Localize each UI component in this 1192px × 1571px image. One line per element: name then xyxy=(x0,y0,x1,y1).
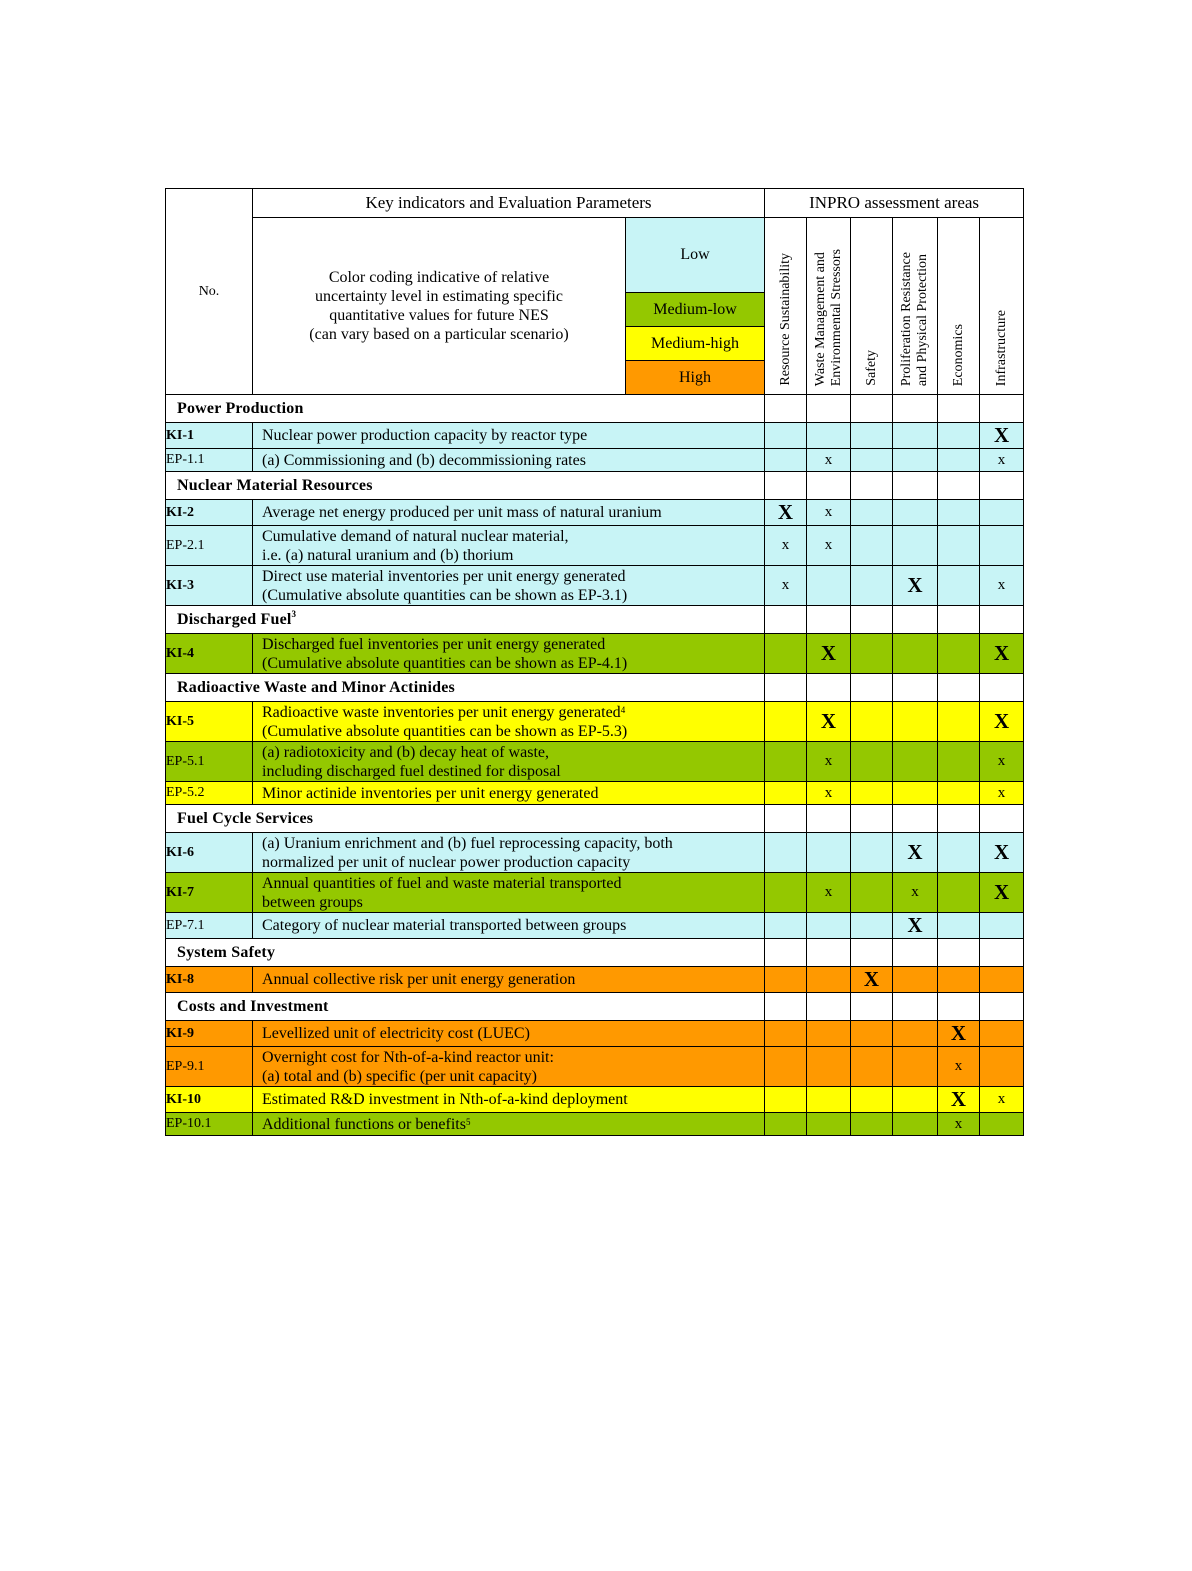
mark-cell xyxy=(807,566,851,606)
area-label: Waste Management and Environmental Stressors xyxy=(812,248,844,386)
mark-cell xyxy=(851,566,893,606)
mark-cell xyxy=(851,742,893,782)
row-description xyxy=(253,1047,765,1087)
assessment-mark: X xyxy=(893,833,938,873)
key-indicator-row xyxy=(166,873,1024,913)
mark-cell xyxy=(807,423,851,449)
section-row xyxy=(166,993,1024,1021)
mark-cell xyxy=(765,606,807,634)
description-line: (a) Uranium enrichment and (b) fuel reprocessing capacity, both xyxy=(262,834,673,852)
assessment-mark: x xyxy=(765,526,807,566)
assessment-mark: X xyxy=(765,500,807,526)
row-id: KI-3 xyxy=(166,566,253,606)
mark-cell xyxy=(851,1021,893,1047)
description-line: Cumulative demand of natural nuclear material, xyxy=(262,527,569,545)
mark-cell xyxy=(893,1021,938,1047)
mark-cell xyxy=(765,939,807,967)
assessment-mark: x xyxy=(807,449,851,472)
mark-cell xyxy=(765,742,807,782)
mark-cell xyxy=(851,939,893,967)
row-description xyxy=(253,423,765,449)
assessment-mark: X xyxy=(938,1087,980,1113)
color-coding-line: quantitative values for future NES xyxy=(329,307,549,324)
mark-cell xyxy=(807,913,851,939)
row-id: EP-5.1 xyxy=(166,742,253,782)
row-description xyxy=(253,1087,765,1113)
row-description xyxy=(253,500,765,526)
assessment-mark: X xyxy=(980,702,1024,742)
section-row xyxy=(166,606,1024,634)
color-coding-line: Color coding indicative of relative xyxy=(328,269,550,286)
assessment-mark: X xyxy=(807,634,851,674)
mark-cell xyxy=(851,449,893,472)
no-column-header: No. xyxy=(166,189,253,395)
mark-cell xyxy=(765,395,807,423)
mark-cell xyxy=(851,702,893,742)
description-line: (Cumulative absolute quantities can be shown as EP-3.1) xyxy=(262,586,628,604)
mark-cell xyxy=(893,674,938,702)
mark-cell xyxy=(938,993,980,1021)
description-line: Radioactive waste inventories per unit energy generated$^4$ xyxy=(262,703,626,721)
row-id: KI-7 xyxy=(166,873,253,913)
assessment-mark: x xyxy=(807,500,851,526)
mark-cell xyxy=(938,606,980,634)
mark-cell xyxy=(980,805,1024,833)
mark-cell xyxy=(851,423,893,449)
area-label: Infrastructure xyxy=(993,309,1009,386)
mark-cell xyxy=(980,606,1024,634)
mark-cell xyxy=(807,1113,851,1136)
mark-cell xyxy=(938,449,980,472)
color-coding-line: (can vary based on a particular scenario) xyxy=(309,326,569,343)
mark-cell xyxy=(807,674,851,702)
description-line: (Cumulative absolute quantities can be shown as EP-5.3) xyxy=(262,722,628,740)
row-description xyxy=(253,634,765,674)
mark-cell xyxy=(807,833,851,873)
mark-cell xyxy=(893,423,938,449)
mark-cell xyxy=(765,1047,807,1087)
indicator-table xyxy=(165,188,1024,1136)
mark-cell xyxy=(980,500,1024,526)
mark-cell xyxy=(765,993,807,1021)
mark-cell xyxy=(851,782,893,805)
mark-cell xyxy=(765,782,807,805)
mark-cell xyxy=(938,939,980,967)
mark-cell xyxy=(938,913,980,939)
mark-cell xyxy=(807,472,851,500)
mark-cell xyxy=(851,634,893,674)
section-title: System Safety xyxy=(166,939,765,967)
mark-cell xyxy=(807,805,851,833)
assessment-mark: x xyxy=(980,449,1024,472)
mark-cell xyxy=(980,1047,1024,1087)
area-label: Economics xyxy=(950,323,966,386)
mark-cell xyxy=(765,913,807,939)
description-line: (a) radiotoxicity and (b) decay heat of waste, xyxy=(262,743,549,761)
mark-cell xyxy=(851,805,893,833)
mark-cell xyxy=(807,1087,851,1113)
description-line: i.e. (a) natural uranium and (b) thorium xyxy=(262,546,514,564)
row-id: KI-8 xyxy=(166,967,253,993)
assessment-areas-title: INPRO assessment areas xyxy=(765,189,1024,218)
table-title: Key indicators and Evaluation Parameters xyxy=(253,189,765,218)
mark-cell xyxy=(765,1113,807,1136)
description-line: (a) Commissioning and (b) decommissioning rates xyxy=(262,451,586,469)
row-description xyxy=(253,913,765,939)
mark-cell xyxy=(851,606,893,634)
row-description xyxy=(253,1021,765,1047)
assessment-mark: X xyxy=(807,702,851,742)
mark-cell xyxy=(938,967,980,993)
description-line: including discharged fuel destined for disposal xyxy=(262,762,561,780)
assessment-mark: x xyxy=(980,782,1024,805)
key-indicator-row xyxy=(166,1021,1024,1047)
mark-cell xyxy=(893,634,938,674)
mark-cell xyxy=(765,472,807,500)
row-id: KI-4 xyxy=(166,634,253,674)
mark-cell xyxy=(893,782,938,805)
mark-cell xyxy=(893,1113,938,1136)
assessment-mark: x xyxy=(980,566,1024,606)
section-row xyxy=(166,395,1024,423)
mark-cell xyxy=(765,833,807,873)
description-line: Additional functions or benefits$^5$ xyxy=(262,1115,471,1133)
mark-cell xyxy=(765,967,807,993)
mark-cell xyxy=(851,1087,893,1113)
area-header-economics xyxy=(938,218,980,395)
mark-cell xyxy=(893,702,938,742)
level-low: Low xyxy=(626,218,765,293)
mark-cell xyxy=(938,395,980,423)
assessment-mark: X xyxy=(938,1021,980,1047)
description-line: between groups xyxy=(262,893,363,911)
mark-cell xyxy=(893,805,938,833)
description-line: Estimated R&D investment in Nth-of-a-kind deployment xyxy=(262,1091,628,1108)
mark-cell xyxy=(893,1047,938,1087)
mark-cell xyxy=(980,967,1024,993)
description-line: Minor actinide inventories per unit energy generated xyxy=(262,784,599,802)
description-line: Discharged fuel inventories per unit energy generated xyxy=(262,635,606,653)
mark-cell xyxy=(851,395,893,423)
row-description xyxy=(253,526,765,566)
row-id: EP-5.2 xyxy=(166,782,253,805)
row-description xyxy=(253,873,765,913)
mark-cell xyxy=(765,805,807,833)
row-description xyxy=(253,742,765,782)
row-description xyxy=(253,967,765,993)
mark-cell xyxy=(938,674,980,702)
evaluation-parameter-row xyxy=(166,449,1024,472)
assessment-mark: X xyxy=(893,913,938,939)
evaluation-parameter-row xyxy=(166,782,1024,805)
row-description xyxy=(253,702,765,742)
mark-cell xyxy=(851,500,893,526)
area-header-infrastructure xyxy=(980,218,1024,395)
mark-cell xyxy=(765,674,807,702)
description-line: (a) total and (b) specific (per unit capacity) xyxy=(262,1067,537,1085)
mark-cell xyxy=(851,1113,893,1136)
mark-cell xyxy=(851,1047,893,1087)
row-id: KI-6 xyxy=(166,833,253,873)
area-header-resource-sustainability xyxy=(765,218,807,395)
mark-cell xyxy=(851,472,893,500)
assessment-mark: X xyxy=(851,967,893,993)
mark-cell xyxy=(980,472,1024,500)
mark-cell xyxy=(765,1087,807,1113)
key-indicator-row xyxy=(166,702,1024,742)
mark-cell xyxy=(893,606,938,634)
description-line: Category of nuclear material transported between groups xyxy=(262,917,627,934)
row-description xyxy=(253,449,765,472)
section-title: Nuclear Material Resources xyxy=(166,472,765,500)
indicator-table-container xyxy=(165,188,1024,1136)
row-id: KI-9 xyxy=(166,1021,253,1047)
row-description xyxy=(253,1113,765,1136)
mark-cell xyxy=(893,1087,938,1113)
mark-cell xyxy=(938,805,980,833)
evaluation-parameter-row xyxy=(166,1047,1024,1087)
mark-cell xyxy=(765,1021,807,1047)
row-description xyxy=(253,566,765,606)
mark-cell xyxy=(938,742,980,782)
evaluation-parameter-row xyxy=(166,526,1024,566)
area-header-proliferation-resistance xyxy=(893,218,938,395)
mark-cell xyxy=(938,423,980,449)
assessment-mark: x xyxy=(765,566,807,606)
row-id: EP-9.1 xyxy=(166,1047,253,1087)
mark-cell xyxy=(893,500,938,526)
key-indicator-row xyxy=(166,833,1024,873)
mark-cell xyxy=(938,472,980,500)
mark-cell xyxy=(938,873,980,913)
mark-cell xyxy=(765,423,807,449)
color-coding-description xyxy=(253,218,626,395)
mark-cell xyxy=(893,993,938,1021)
mark-cell xyxy=(980,939,1024,967)
mark-cell xyxy=(893,449,938,472)
description-line: normalized per unit of nuclear power production capacity xyxy=(262,853,631,871)
row-id: EP-2.1 xyxy=(166,526,253,566)
key-indicator-row xyxy=(166,500,1024,526)
mark-cell xyxy=(893,967,938,993)
section-title: Radioactive Waste and Minor Actinides xyxy=(166,674,765,702)
mark-cell xyxy=(807,395,851,423)
description-line: Annual quantities of fuel and waste material transported xyxy=(262,874,622,892)
mark-cell xyxy=(893,395,938,423)
key-indicator-row xyxy=(166,423,1024,449)
mark-cell xyxy=(938,634,980,674)
mark-cell xyxy=(938,782,980,805)
evaluation-parameter-row xyxy=(166,742,1024,782)
section-row xyxy=(166,674,1024,702)
area-header-waste-management xyxy=(807,218,851,395)
mark-cell xyxy=(938,526,980,566)
level-medium-high: Medium-high xyxy=(626,327,765,361)
description-line: Nuclear power production capacity by reactor type xyxy=(262,427,588,444)
mark-cell xyxy=(851,873,893,913)
assessment-mark: X xyxy=(980,634,1024,674)
footnote-marker: 5 xyxy=(465,1116,471,1127)
row-id: KI-1 xyxy=(166,423,253,449)
description-line: (Cumulative absolute quantities can be shown as EP-4.1) xyxy=(262,654,628,672)
mark-cell xyxy=(980,1021,1024,1047)
assessment-mark: x xyxy=(938,1113,980,1136)
section-title: Discharged Fuel$^3$ xyxy=(166,606,765,634)
mark-cell xyxy=(807,939,851,967)
assessment-mark: X xyxy=(893,566,938,606)
evaluation-parameter-row xyxy=(166,913,1024,939)
mark-cell xyxy=(980,993,1024,1021)
mark-cell xyxy=(938,566,980,606)
section-title: Power Production xyxy=(166,395,765,423)
area-header-safety xyxy=(851,218,893,395)
area-label: Proliferation Resistance and Physical Protection xyxy=(899,251,931,386)
assessment-mark: x xyxy=(980,1087,1024,1113)
description-line: Overnight cost for Nth-of-a-kind reactor unit: xyxy=(262,1048,554,1066)
mark-cell xyxy=(980,674,1024,702)
mark-cell xyxy=(938,833,980,873)
assessment-mark: x xyxy=(807,782,851,805)
area-label: Resource Sustainability xyxy=(777,253,793,386)
mark-cell xyxy=(851,526,893,566)
assessment-mark: X xyxy=(980,833,1024,873)
color-coding-line: uncertainty level in estimating specific xyxy=(315,288,563,305)
mark-cell xyxy=(980,395,1024,423)
row-description xyxy=(253,782,765,805)
key-indicator-row xyxy=(166,967,1024,993)
assessment-mark: x xyxy=(938,1047,980,1087)
assessment-mark: x xyxy=(893,873,938,913)
mark-cell xyxy=(893,526,938,566)
section-title: Fuel Cycle Services xyxy=(166,805,765,833)
mark-cell xyxy=(851,993,893,1021)
mark-cell xyxy=(938,702,980,742)
mark-cell xyxy=(765,702,807,742)
mark-cell xyxy=(765,873,807,913)
section-row xyxy=(166,939,1024,967)
level-medium-low: Medium-low xyxy=(626,293,765,327)
assessment-mark: x xyxy=(807,742,851,782)
mark-cell xyxy=(851,674,893,702)
description-line: Direct use material inventories per unit energy generated xyxy=(262,567,626,585)
section-row xyxy=(166,472,1024,500)
mark-cell xyxy=(893,939,938,967)
footnote-marker: 4 xyxy=(620,704,626,715)
mark-cell xyxy=(807,1021,851,1047)
row-id: KI-5 xyxy=(166,702,253,742)
row-id: EP-7.1 xyxy=(166,913,253,939)
mark-cell xyxy=(765,449,807,472)
row-id: KI-2 xyxy=(166,500,253,526)
key-indicator-row xyxy=(166,566,1024,606)
mark-cell xyxy=(807,967,851,993)
level-high: High xyxy=(626,361,765,395)
key-indicator-row xyxy=(166,634,1024,674)
assessment-mark: x xyxy=(807,873,851,913)
area-label: Safety xyxy=(863,350,879,386)
row-description xyxy=(253,833,765,873)
mark-cell xyxy=(765,634,807,674)
assessment-mark: x xyxy=(807,526,851,566)
description-line: Average net energy produced per unit mass of natural uranium xyxy=(262,504,662,521)
mark-cell xyxy=(851,913,893,939)
section-row xyxy=(166,805,1024,833)
section-title: Costs and Investment xyxy=(166,993,765,1021)
mark-cell xyxy=(980,526,1024,566)
row-id: EP-10.1 xyxy=(166,1113,253,1136)
assessment-mark: X xyxy=(980,873,1024,913)
mark-cell xyxy=(893,742,938,782)
mark-cell xyxy=(807,1047,851,1087)
row-id: EP-1.1 xyxy=(166,449,253,472)
description-line: Levellized unit of electricity cost (LUEC) xyxy=(262,1025,530,1042)
mark-cell xyxy=(938,500,980,526)
mark-cell xyxy=(893,472,938,500)
row-id: KI-10 xyxy=(166,1087,253,1113)
mark-cell xyxy=(807,993,851,1021)
mark-cell xyxy=(980,1113,1024,1136)
description-line: Annual collective risk per unit energy generation xyxy=(262,971,576,988)
assessment-mark: x xyxy=(980,742,1024,782)
mark-cell xyxy=(980,913,1024,939)
mark-cell xyxy=(807,606,851,634)
footnote-marker: 3 xyxy=(291,608,297,619)
mark-cell xyxy=(851,833,893,873)
key-indicator-row xyxy=(166,1087,1024,1113)
assessment-mark: X xyxy=(980,423,1024,449)
evaluation-parameter-row xyxy=(166,1113,1024,1136)
